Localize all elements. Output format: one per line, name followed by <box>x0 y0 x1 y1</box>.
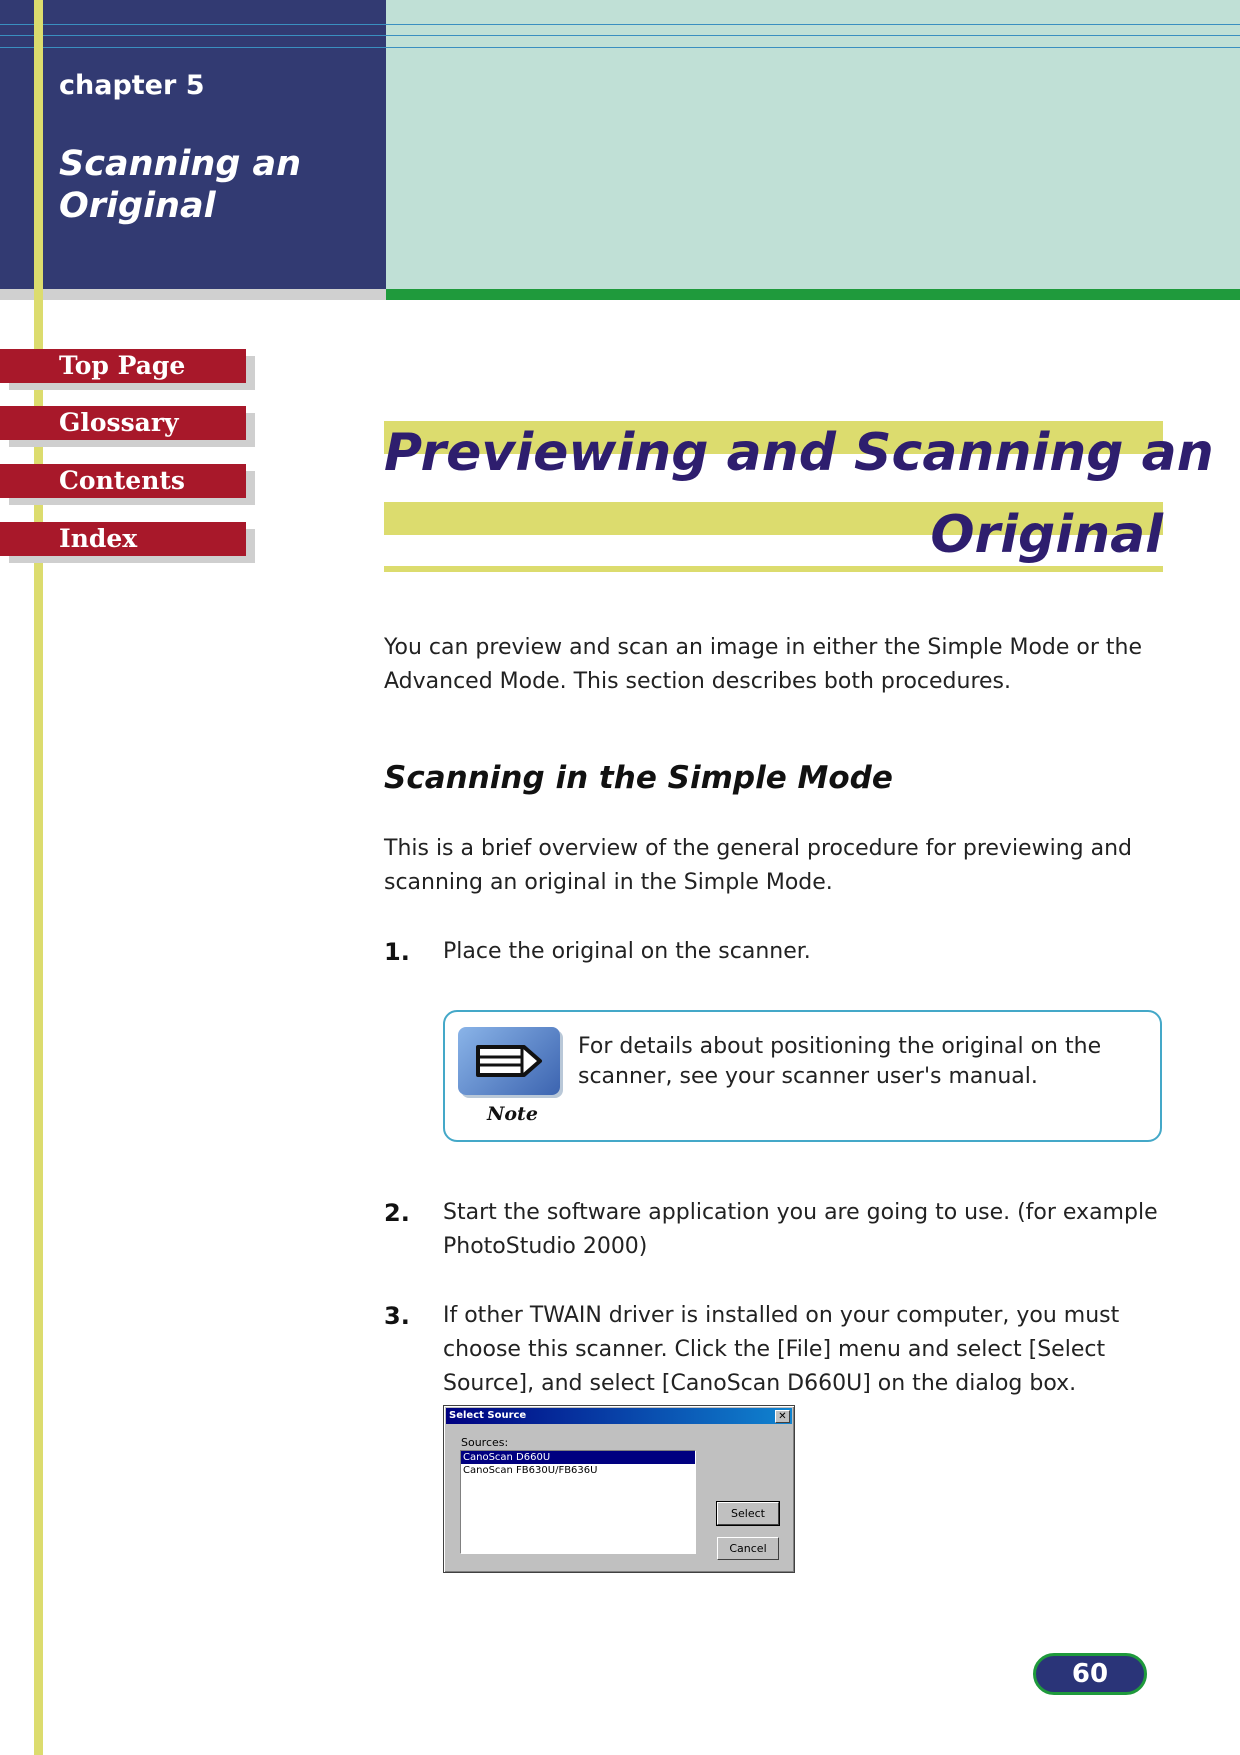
step-text: If other TWAIN driver is installed on your computer, you must choose this scanner. Click the [File] menu and select [Select Source], and select [CanoScan D660U] on the dialog box. <box>443 1303 1120 1396</box>
sources-list[interactable] <box>460 1450 696 1554</box>
step-number: 3. <box>384 1302 410 1330</box>
intro-paragraph: You can preview and scan an image in either the Simple Mode or the Advanced Mode. This section describes both procedures. <box>384 635 1143 694</box>
left-vertical-stripe <box>34 0 43 1755</box>
step-text: Start the software application you are going to use. (for example PhotoStudio 2000) <box>443 1200 1158 1259</box>
page-title-line2: Original <box>930 505 1163 565</box>
note-pencil-icon <box>458 1027 560 1095</box>
sources-label: Sources: <box>461 1436 509 1449</box>
dialog-titlebar <box>446 1408 792 1424</box>
nav-index-button[interactable]: Index <box>0 522 246 556</box>
select-button[interactable]: Select <box>717 1502 779 1525</box>
select-source-dialog <box>443 1405 795 1573</box>
step-text: Place the original on the scanner. <box>443 939 811 964</box>
overview-paragraph: This is a brief overview of the general procedure for previewing and scanning an original in the Simple Mode. <box>384 836 1132 895</box>
nav-glossary-button[interactable]: Glossary <box>0 406 246 440</box>
pencil-icon <box>458 1027 560 1095</box>
nav-contents-button[interactable]: Contents <box>0 464 246 498</box>
page-number: 60 <box>1033 1653 1147 1695</box>
note-text: For details about positioning the original on the scanner, see your scanner user's manual. <box>578 1034 1102 1089</box>
header-green-bar <box>386 289 1240 300</box>
cancel-button[interactable]: Cancel <box>717 1537 779 1560</box>
source-item-canoscan-fb630u[interactable]: CanoScan FB630U/FB636U <box>463 1465 598 1476</box>
chapter-title: Scanning an Original <box>59 144 302 226</box>
close-icon[interactable]: ✕ <box>775 1410 790 1423</box>
section-heading: Scanning in the Simple Mode <box>384 760 893 796</box>
dialog-title: Select Source <box>449 1410 527 1421</box>
header-rule <box>0 24 1240 25</box>
header-rule <box>0 35 1240 36</box>
header-gray-bar <box>0 289 386 300</box>
header-mint-panel <box>386 0 1240 289</box>
chapter-label: chapter 5 <box>59 70 205 101</box>
page-title-line1: Previewing and Scanning an <box>384 423 1214 483</box>
source-item-canoscan-d660u[interactable]: CanoScan D660U <box>461 1451 695 1464</box>
header-rule <box>0 47 1240 48</box>
step-number: 2. <box>384 1199 410 1227</box>
step-number: 1. <box>384 938 410 966</box>
note-label: Note <box>487 1103 538 1125</box>
nav-top-page-button[interactable]: Top Page <box>0 349 246 383</box>
